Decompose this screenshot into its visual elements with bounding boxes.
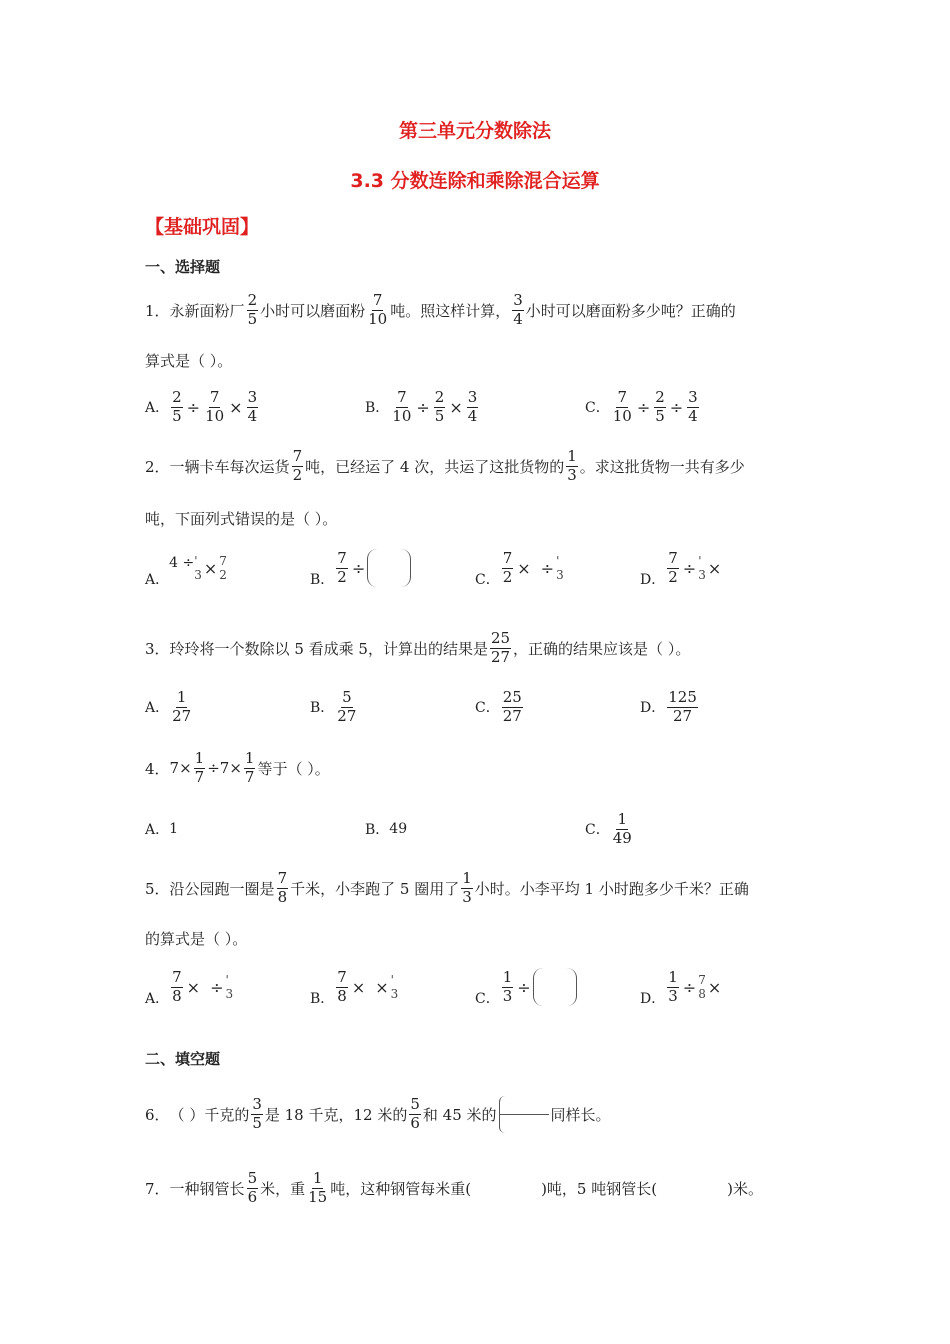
q2-option-b[interactable]: B． $\frac{7}{2}$ ÷ xyxy=(310,543,411,593)
q5-option-a[interactable]: A． $\frac{7}{8}$ × ÷ ' 3 xyxy=(145,967,234,1007)
section-tag: 【基础巩固】 xyxy=(145,216,260,238)
part1-heading: 一、选择题 xyxy=(145,258,221,276)
q5-option-d[interactable]: D． $\frac{1}{3}$ ÷ 7 8 × xyxy=(640,967,722,1007)
q2-option-d[interactable]: D． $\frac{7}{2}$ ÷ ' 3 × xyxy=(640,548,722,588)
question-2-line2: 吨，下面列式错误的是（ ）。 xyxy=(145,509,338,528)
q2-option-c[interactable]: C． $\frac{7}{2}$ × ÷ ' 3 xyxy=(475,548,564,588)
lesson-title: 3.3 分数连除和乘除混合运算 xyxy=(350,170,600,192)
question-3: 3． 玲玲将一个数除以 5 看成乘 5，计算出的结果是 $\frac{25}{27}$ ，正确的结果应该是（ ）。 xyxy=(145,628,691,666)
question-7: 7． 一种钢管长 $\frac{5}{6}$ 米，重 $\frac{1}{15}$ 吨，这种钢管每米重( )吨，5 吨钢管长( )米。 xyxy=(145,1168,763,1206)
q5-option-c[interactable]: C． $\frac{1}{3}$ ÷ xyxy=(475,962,577,1012)
question-2: 2． 一辆卡车每次运货 $\frac{7}{2}$ 吨，已经运了 4 次，共运了这批货物的 $\frac{1}{3}$ 。求这批货物一共有多少 xyxy=(145,446,745,484)
q5-option-b[interactable]: B． $\frac{7}{8}$ × × ' 3 xyxy=(310,967,399,1007)
q2-option-a[interactable]: A． 4 ÷ ' 3 × 7 2 xyxy=(145,554,227,588)
part2-heading: 二、填空题 xyxy=(145,1050,221,1068)
q4-option-a[interactable]: A． 1 xyxy=(145,821,179,838)
question-1-line2: 算式是（ ）。 xyxy=(145,351,233,370)
q3-option-c[interactable]: C． $\frac{25}{27}$ xyxy=(475,687,522,725)
question-1: 1． 永新面粉厂 $\frac{2}{5}$ 小时可以磨面粉 $\frac{7}{10}$ 吨。照这样计算， $\frac{3}{4}$ 小时可以磨面粉多少吨？正确的 xyxy=(145,290,736,328)
blank-parentheses xyxy=(533,968,577,1006)
fraction: $\frac{3}{4}$ xyxy=(513,290,523,328)
question-5-line2: 的算式是（ ）。 xyxy=(145,929,248,948)
fraction-blank[interactable] xyxy=(499,1096,549,1133)
q1-option-a[interactable]: A． $\frac{2}{5}$ ÷ $\frac{7}{10}$ × $\frac{3}{4}$ xyxy=(145,387,258,425)
q4-option-b[interactable]: B． 49 xyxy=(365,821,408,838)
q3-option-d[interactable]: D． $\frac{125}{27}$ xyxy=(640,687,697,725)
q1-option-b[interactable]: B． $\frac{7}{10}$ ÷ $\frac{2}{5}$ × $\frac{3}{4}$ xyxy=(365,387,478,425)
question-4: 4． 7× $\frac{1}{7}$ ÷7× $\frac{1}{7}$ 等于（ ）。 xyxy=(145,748,330,786)
q4-option-c[interactable]: C． $\frac{1}{49}$ xyxy=(585,809,632,847)
fraction: $\frac{7}{10}$ xyxy=(368,290,388,328)
question-5: 5． 沿公园跑一圈是 $\frac{7}{8}$ 千米，小李跑了 5 圈用了 $\frac{1}{3}$ 小时。小李平均 1 小时跑多少千米？正确 xyxy=(145,868,749,906)
q3-option-a[interactable]: A． $\frac{1}{27}$ xyxy=(145,687,192,725)
fraction: $\frac{2}{5}$ xyxy=(247,290,258,328)
blank-parentheses xyxy=(367,549,411,587)
q3-option-b[interactable]: B． $\frac{5}{27}$ xyxy=(310,687,357,725)
q1-option-c[interactable]: C． $\frac{7}{10}$ ÷ $\frac{2}{5}$ ÷ $\frac{3}{4}$ xyxy=(585,387,698,425)
question-6: 6． （ ）千克的 $\frac{3}{5}$ 是 18 千克，12 米的 $\frac{5}{6}$ 和 45 米的 同样长。 xyxy=(145,1094,611,1132)
unit-title: 第三单元分数除法 xyxy=(398,120,551,142)
